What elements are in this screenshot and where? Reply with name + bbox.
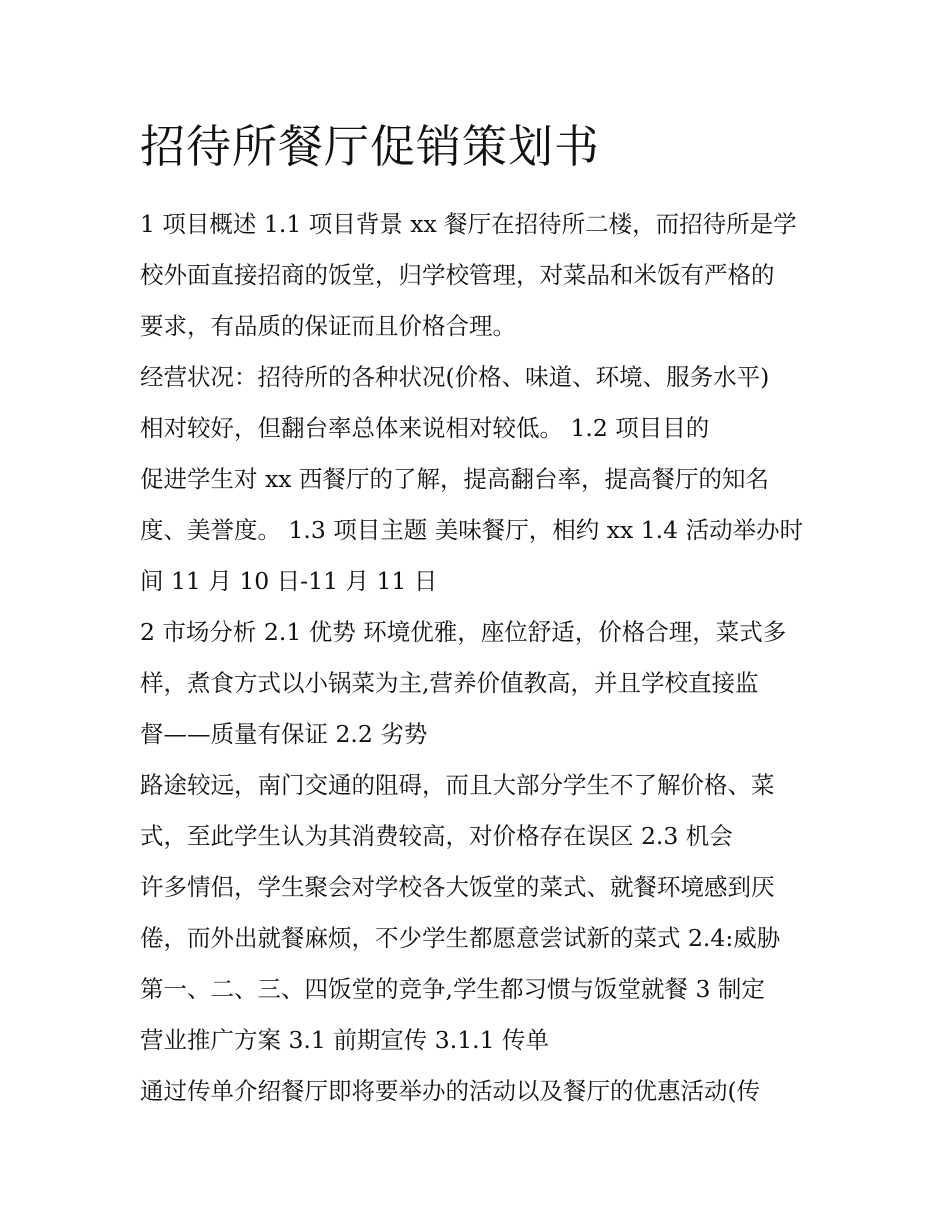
text-line: 经营状况：招待所的各种状况(价格、味道、环境、服务水平) (140, 363, 770, 391)
text-line: 相对较好，但翻台率总体来说相对较低。 1.2 项目目的 (140, 414, 710, 442)
text-line: 倦，而外出就餐麻烦，不少学生都愿意尝试新的菜式 2.4:威胁 (140, 924, 781, 952)
text-line: 间 11 月 10 日-11 月 11 日 (140, 567, 438, 595)
text-line: 校外面直接招商的饭堂，归学校管理，对菜品和米饭有严格的 (140, 261, 775, 289)
text-line: 度、美誉度。 1.3 项目主题 美味餐厅，相约 xx 1.4 活动举办时 (140, 516, 804, 544)
text-line: 第一、二、三、四饭堂的竞争,学生都习惯与饭堂就餐 3 制定 (140, 975, 765, 1003)
text-line: 通过传单介绍餐厅即将要举办的活动以及餐厅的优惠活动(传 (140, 1077, 761, 1105)
text-line: 营业推广方案 3.1 前期宣传 3.1.1 传单 (140, 1026, 550, 1054)
text-line: 2 市场分析 2.1 优势 环境优雅，座位舒适，价格合理，菜式多 (140, 618, 787, 646)
text-line: 路途较远，南门交通的阻碍，而且大部分学生不了解价格、菜 (140, 771, 775, 799)
text-line: 式，至此学生认为其消费较高，对价格存在误区 2.3 机会 (140, 822, 733, 850)
text-line: 要求，有品质的保证而且价格合理。 (140, 312, 516, 340)
text-line: 样，煮食方式以小锅菜为主,营养价值教高，并且学校直接监 (140, 669, 759, 697)
text-line: 促进学生对 xx 西餐厅的了解，提高翻台率，提高餐厅的知名 (140, 465, 769, 493)
text-line: 1 项目概述 1.1 项目背景 xx 餐厅在招待所二楼，而招待所是学 (140, 210, 797, 238)
document-body (140, 199, 830, 1117)
text-line: 许多情侣，学生聚会对学校各大饭堂的菜式、就餐环境感到厌 (140, 873, 775, 901)
text-line: 督——质量有保证 2.2 劣势 (140, 720, 428, 748)
document-title: 招待所餐厅促销策划书 (140, 120, 601, 173)
